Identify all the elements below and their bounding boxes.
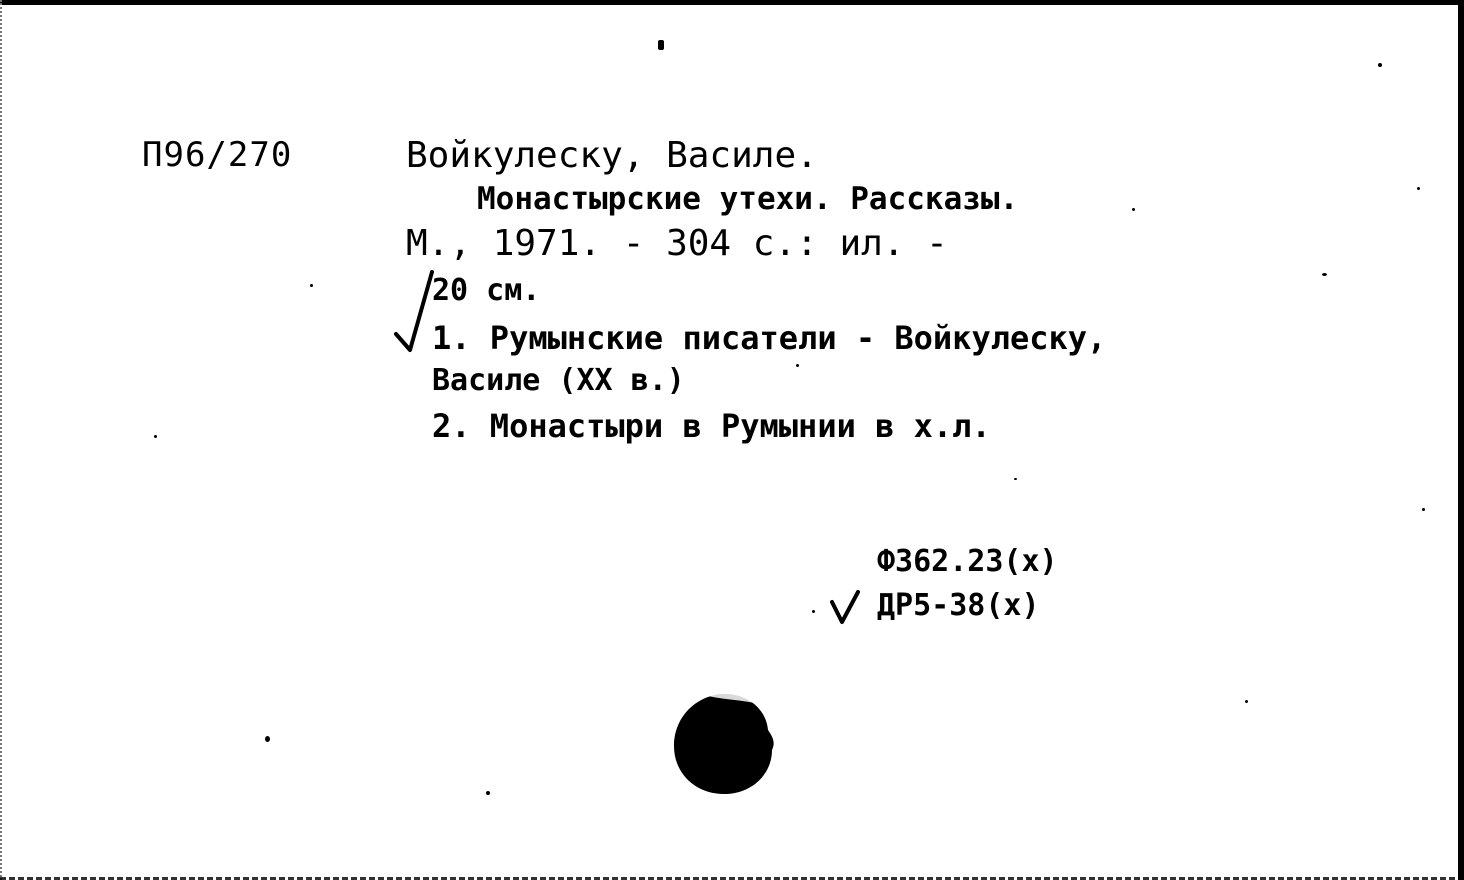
speck xyxy=(1014,478,1017,480)
book-title: Монастырские утехи. Рассказы. xyxy=(477,181,1019,217)
speck xyxy=(1417,187,1420,190)
speck xyxy=(310,284,313,287)
author-heading: Войкулеску, Василе. xyxy=(406,135,818,176)
subject-heading-1-continued: Василе (XX в.) xyxy=(432,363,685,398)
speck xyxy=(812,610,815,613)
classification-code-2: ДР5-38(х) xyxy=(877,588,1040,623)
punch-hole-icon xyxy=(668,686,780,798)
speck xyxy=(1132,208,1135,211)
physical-size: 20 см. xyxy=(432,273,541,308)
speck xyxy=(1245,700,1248,703)
speck xyxy=(796,364,799,367)
subject-heading-1: 1. Румынские писатели - Войкулеску, xyxy=(432,319,1107,357)
classification-code-1: Ф362.23(х) xyxy=(877,544,1058,579)
speck xyxy=(1378,63,1382,67)
speck xyxy=(1322,273,1327,276)
speck xyxy=(658,40,664,50)
speck xyxy=(1422,508,1425,511)
imprint: М., 1971. - 304 с.: ил. - xyxy=(406,223,948,264)
speck xyxy=(265,736,270,742)
subject-heading-2: 2. Монастыри в Румынии в х.л. xyxy=(432,407,991,445)
card-bottom-edge xyxy=(0,876,1464,880)
speck xyxy=(486,791,490,795)
call-number: П96/270 xyxy=(142,135,293,175)
check-mark-icon xyxy=(828,588,864,628)
card-right-edge xyxy=(1458,0,1464,880)
check-mark-icon xyxy=(392,268,438,360)
speck xyxy=(154,435,157,438)
card-top-edge xyxy=(0,0,1464,5)
card-left-edge xyxy=(0,0,6,880)
